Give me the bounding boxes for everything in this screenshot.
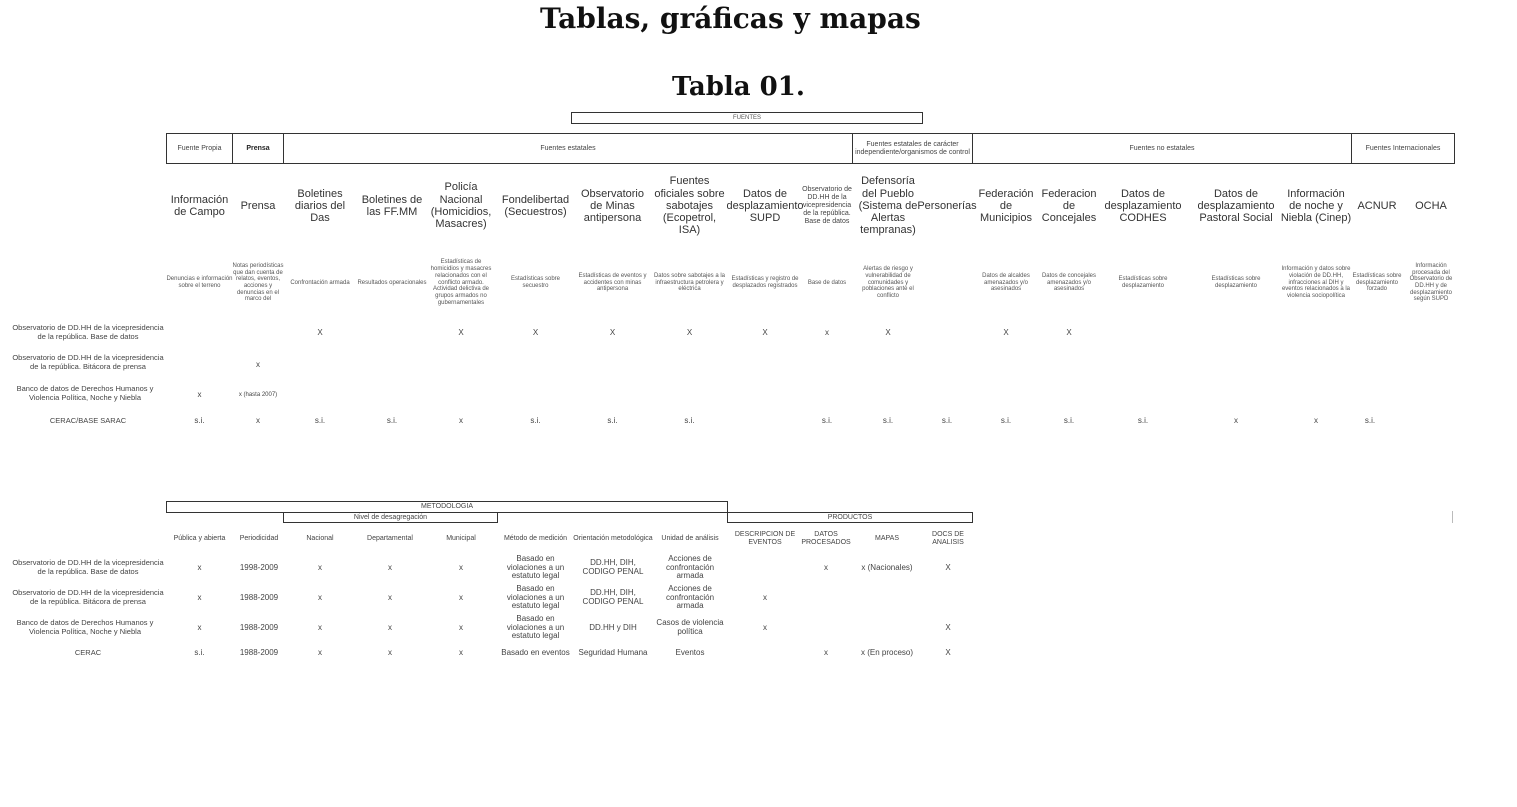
row-label: Observatorio de DD.HH de la vicepresidencia de la república. Bitácora de prensa <box>12 588 164 606</box>
col-header: Unidad de análisis <box>661 535 719 543</box>
col-name: Personerías <box>917 199 977 212</box>
cell: x <box>388 647 392 657</box>
row-label: Observatorio de DD.HH de la vicepresidencia de la república. Base de datos <box>12 323 164 341</box>
cell: s.i. <box>684 415 695 425</box>
cell: Seguridad Humana <box>578 647 648 657</box>
cell: s.i. <box>1063 415 1075 425</box>
cell: x <box>197 622 202 632</box>
cell: X <box>945 562 951 572</box>
col-desc: Datos de alcaldes amenazados y/o asesinados <box>982 272 1030 293</box>
cell: x <box>1234 415 1238 425</box>
group-fuentes-estatales: Fuentes estatales <box>283 133 853 164</box>
cell: s.i. <box>194 647 205 657</box>
col-desc: Estadísticas sobre desplazamiento <box>1211 276 1261 289</box>
cell: x <box>318 562 322 572</box>
cell: Eventos <box>675 647 705 657</box>
cell: s.i. <box>386 415 398 425</box>
cell: 1988-2009 <box>239 647 279 657</box>
row-label: Observatorio de DD.HH de la vicepresidencia de la república. Bitácora de prensa <box>12 353 164 371</box>
row-label: Banco de datos de Derechos Humanos y Violencia Política, Noche y Niebla <box>16 384 154 402</box>
col-name: Fondelibertad (Secuestros) <box>501 193 570 218</box>
metodologia-header: METODOLOGIA <box>166 501 728 513</box>
cell: x <box>318 647 322 657</box>
group-fuente-propia: Fuente Propia <box>166 133 233 164</box>
cell: s.i. <box>194 415 205 425</box>
cell: x <box>197 592 202 602</box>
cell: X <box>686 327 693 337</box>
cell: s.i. <box>1000 415 1012 425</box>
cell: Basado en eventos <box>501 647 570 657</box>
col-desc: Información procesada del Observatorio de DD.HH y de desplazamiento según SUPD <box>1409 262 1453 303</box>
cell: x <box>824 562 828 572</box>
cell: X <box>532 327 539 337</box>
cell: X <box>1003 327 1009 337</box>
cell: X <box>1066 327 1072 337</box>
page-title: Tablas, gráficas y mapas <box>540 2 921 35</box>
cell: X <box>762 327 768 337</box>
col-desc: Estadísticas sobre secuestro <box>510 276 561 289</box>
cell: Casos de violencia política <box>656 618 724 636</box>
col-header: Orientación metodológica <box>573 535 653 543</box>
group-fuentes-internacionales: Fuentes Internacionales <box>1351 133 1455 164</box>
cell: DD.HH y DIH <box>589 622 637 632</box>
col-desc: Alertas de riesgo y vulnerabilidad de comunidades y poblaciones ante el conflicto <box>862 266 914 300</box>
cell: Acciones de confrontación armada <box>665 583 715 611</box>
cell: 1988-2009 <box>239 592 279 602</box>
cell: x <box>825 327 829 337</box>
col-name: Observatorio de Minas antipersona <box>581 187 644 225</box>
col-header: Pública y abierta <box>173 535 226 543</box>
cell: X <box>458 327 464 337</box>
cell: x <box>824 647 828 657</box>
col-header: Municipal <box>446 535 476 543</box>
cell: s.i. <box>1137 415 1149 425</box>
col-header: Periodicidad <box>239 535 279 543</box>
col-name: Boletines diarios del Das <box>294 187 346 225</box>
cell: x <box>1314 415 1318 425</box>
col-name: Datos de desplazamiento Pastoral Social <box>1197 187 1275 225</box>
cell: s.i. <box>607 415 618 425</box>
cell: s.i. <box>530 415 541 425</box>
cell: x <box>459 622 463 632</box>
col-desc: Estadísticas sobre desplazamiento <box>1118 276 1168 289</box>
cell: x <box>256 359 260 369</box>
col-header: DATOS PROCESADOS <box>801 531 851 546</box>
table-title: Tabla 01. <box>672 72 805 102</box>
col-desc: Notas periodísticas que dan cuenta de relatos, eventos, acciones y denuncias en el marco del <box>232 262 284 303</box>
col-header: Departamental <box>367 535 413 543</box>
cell: X <box>945 622 951 632</box>
cell: x <box>388 562 392 572</box>
cell: x <box>318 622 322 632</box>
cell: x (Nacionales) <box>861 562 913 572</box>
row-label: CERAC <box>74 647 102 657</box>
cell: X <box>609 327 616 337</box>
sources-super-header: FUENTES <box>571 112 923 124</box>
col-name: Defensoría del Pueblo (Sistema de Alertas tempranas) <box>858 175 918 237</box>
cell: 1988-2009 <box>239 622 279 632</box>
cell: Basado en violaciones a un estatuto legal <box>506 583 565 611</box>
col-name: Información de Campo <box>170 193 229 218</box>
col-name: OCHA <box>1415 199 1447 212</box>
cell: x <box>763 622 767 632</box>
cell: x <box>459 647 463 657</box>
cell: x <box>388 622 392 632</box>
col-name: ACNUR <box>1357 199 1397 212</box>
row-label: Banco de datos de Derechos Humanos y Violencia Política, Noche y Niebla <box>16 618 154 636</box>
cell: x <box>459 592 463 602</box>
row-label: Observatorio de DD.HH de la vicepresidencia de la república. Base de datos <box>12 558 164 576</box>
group-fuentes-independientes: Fuentes estatales de carácter independiente/organismos de control <box>852 133 973 164</box>
col-header: Método de medición <box>503 535 568 543</box>
cell: x (hasta 2007) <box>238 391 278 398</box>
cell: X <box>885 327 891 337</box>
col-name: Prensa <box>240 199 276 212</box>
cell: x <box>197 389 202 399</box>
col-header: DESCRIPCION DE EVENTOS <box>734 531 796 546</box>
col-desc: Datos de concejales amenazados y/o asesinados <box>1041 272 1097 293</box>
col-name: Información de noche y Niebla (Cinep) <box>1280 187 1352 225</box>
col-name: Fuentes oficiales sobre sabotajes (Ecopetrol, ISA) <box>654 175 725 237</box>
col-header: DOCS DE ANALISIS <box>932 531 964 546</box>
cell: x <box>459 562 463 572</box>
col-name: Federación de Municipios <box>978 187 1034 225</box>
col-desc: Estadísticas de homicidios y masacres relacionados con el conflicto armado. Actividad delictiva de grupos armados no gubernamentales <box>430 259 492 306</box>
col-desc: Confrontación armada <box>290 279 350 286</box>
col-desc: Resultados operacionales <box>357 279 427 286</box>
col-name: Observatorio de DD.HH de la vicepresidencia de la república. Base de datos <box>802 186 852 225</box>
cell: DD.HH, DIH, CODIGO PENAL <box>582 558 644 576</box>
col-desc: Información y datos sobre violación de DD.HH, infracciones al DIH y eventos relacionados a la violencia sociopolítica <box>1281 266 1351 300</box>
col-desc: Denuncias e información sobre el terreno <box>166 276 233 289</box>
col-desc: Datos sobre sabotajes a la infraestructura petrolera y eléctrica <box>653 272 726 293</box>
cell: X <box>945 647 951 657</box>
cell: s.i. <box>314 415 326 425</box>
productos-header: PRODUCTOS <box>727 512 973 523</box>
col-name: Boletines de las FF.MM <box>361 193 423 218</box>
col-desc: Estadísticas de eventos y accidentes con minas antipersona <box>578 272 647 293</box>
col-header: Nacional <box>306 535 334 543</box>
cell: 1998-2009 <box>239 562 279 572</box>
cell: s.i. <box>821 415 833 425</box>
group-fuentes-no-estatales: Fuentes no estatales <box>972 133 1352 164</box>
cell: Basado en violaciones a un estatuto legal <box>506 553 565 581</box>
cell: DD.HH, DIH, CODIGO PENAL <box>582 588 644 606</box>
cell: x <box>459 415 463 425</box>
edge-mark <box>1452 511 1453 523</box>
cell: s.i. <box>941 415 953 425</box>
cell: x <box>388 592 392 602</box>
col-name: Datos de desplazamiento SUPD <box>726 187 804 225</box>
row-label: CERAC/BASE SARAC <box>49 415 127 425</box>
cell: x <box>763 592 767 602</box>
cell: s.i. <box>882 415 894 425</box>
col-desc: Estadísticas sobre desplazamiento forzado <box>1352 272 1402 293</box>
cell: x <box>318 592 322 602</box>
cell: x (En proceso) <box>860 647 914 657</box>
col-desc <box>922 248 972 318</box>
group-prensa: Prensa <box>232 133 284 164</box>
cell: Basado en violaciones a un estatuto legal <box>506 613 565 641</box>
cell: x <box>197 562 202 572</box>
col-desc: Base de datos <box>807 279 847 286</box>
cell: s.i. <box>1364 415 1376 425</box>
nivel-header: Nivel de desagregación <box>283 512 498 523</box>
col-header: MAPAS <box>875 535 899 543</box>
cell: X <box>317 327 323 337</box>
cell: Acciones de confrontación armada <box>665 553 715 581</box>
cell: x <box>256 415 260 425</box>
col-name: Federacion de Concejales <box>1041 187 1097 225</box>
col-name: Datos de desplazamiento CODHES <box>1104 187 1182 225</box>
col-desc: Estadísticas y registro de desplazados registrados <box>731 276 799 289</box>
col-name: Policía Nacional (Homicidios, Masacres) <box>430 181 492 231</box>
